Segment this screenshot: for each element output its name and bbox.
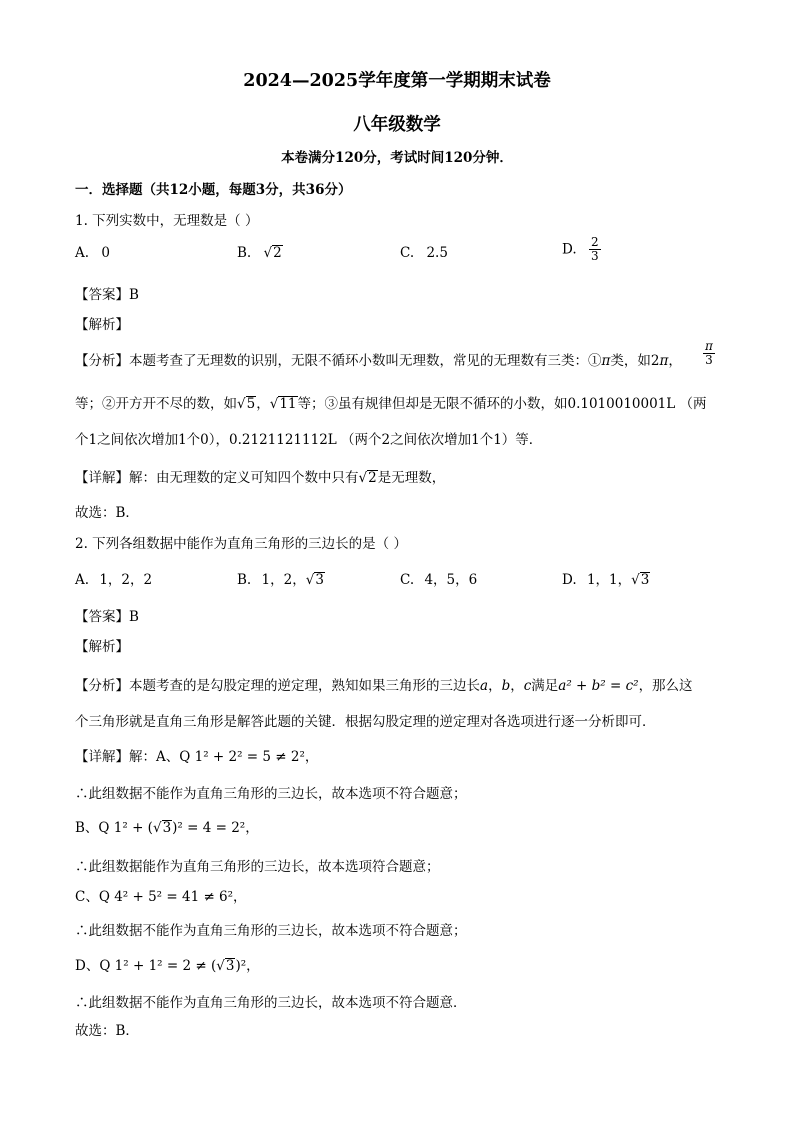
q2-conclusion-b: ∴此组数据能作为直角三角形的三边长，故本选项符合题意； xyxy=(75,859,440,875)
radicand: 3 xyxy=(315,572,324,588)
text: 类，如2 xyxy=(610,353,660,369)
option-value: 4，5，6 xyxy=(424,572,478,588)
text: ， xyxy=(256,396,270,412)
option-value: 1，2，2 xyxy=(99,572,153,588)
q1-analysis-tag: 【解析】 xyxy=(75,317,129,333)
fraction-denominator: 3 xyxy=(705,353,713,368)
radicand: 2 xyxy=(273,245,282,261)
q1-analysis-line1 xyxy=(75,349,682,369)
sqrt-symbol: √3 xyxy=(631,572,650,588)
q2-option-c xyxy=(400,568,477,588)
option-label: A. xyxy=(75,572,90,588)
q1-option-d xyxy=(562,236,601,263)
radicand: 3 xyxy=(225,958,235,974)
radicand: 11 xyxy=(279,396,297,412)
pi-symbol: π xyxy=(601,353,611,369)
q1-option-b xyxy=(237,245,283,261)
q2-detail-d xyxy=(75,954,260,974)
exam-note: 本卷满分120分，考试时间120分钟． xyxy=(281,150,513,166)
text: 【分析】本题考查的是勾股定理的逆定理，熟知如果三角形的三边长 xyxy=(75,678,480,694)
pi-over-3-fraction xyxy=(703,340,715,367)
q1-option-c xyxy=(400,245,448,261)
text: 等；③虽有规律但却是无限不循环的小数，如0.1010010001L （两 xyxy=(297,396,707,412)
fraction-numerator: π xyxy=(705,339,713,353)
q1-analysis-line3: 个1之间依次增加1个0），0.2121121112L （两个2之间依次增加1个1）等． xyxy=(75,432,543,448)
text: B、Q 1² + ( xyxy=(75,820,153,836)
text: )²， xyxy=(235,958,260,974)
text: ， xyxy=(668,353,682,369)
option-label: C. xyxy=(400,572,415,588)
q2-option-a xyxy=(75,568,152,588)
q2-conclusion-a: ∴此组数据不能作为直角三角形的三边长，故本选项不符合题意； xyxy=(75,786,467,802)
q1-choose: 故选：B． xyxy=(75,505,139,521)
q1-analysis-line2 xyxy=(75,392,707,412)
sqrt-symbol: √3 xyxy=(305,572,324,588)
q2-detail-c: C、Q 4² + 5² = 41 ≠ 6²， xyxy=(75,889,247,905)
q1-answer: 【答案】B xyxy=(75,287,139,303)
q2-detail-b xyxy=(75,816,259,836)
radicand: 3 xyxy=(640,572,650,588)
text: ， xyxy=(488,678,502,694)
radicand: 2 xyxy=(368,470,377,486)
text: 【分析】本题考查了无理数的识别，无限不循环小数叫无理数，常见的无理数有三类：① xyxy=(75,353,602,369)
q2-conclusion-c: ∴此组数据不能作为直角三角形的三边长，故本选项不符合题意； xyxy=(75,923,467,939)
text: 【详解】解：由无理数的定义可知四个数中只有 xyxy=(75,470,359,486)
q2-answer: 【答案】B xyxy=(75,609,139,625)
text: 是无理数， xyxy=(377,470,446,486)
exam-subtitle: 八年级数学 xyxy=(353,115,441,135)
sqrt-symbol: √11 xyxy=(269,396,297,412)
q2-analysis-line2: 个三角形就是直角三角形是解答此题的关键．根据勾股定理的逆定理对各选项进行逐一分析即可． xyxy=(75,714,656,730)
sqrt-symbol: √2 xyxy=(263,245,282,261)
radicand: 5 xyxy=(246,396,256,412)
q2-detail-a: 【详解】解：A、Q 1² + 2² = 5 ≠ 2²， xyxy=(75,749,319,765)
text: ，那么这 xyxy=(638,678,693,694)
q2-option-b xyxy=(237,568,325,588)
sqrt-symbol: √3 xyxy=(152,820,172,836)
q2-conclusion-d: ∴此组数据不能作为直角三角形的三边长，故本选项不符合题意． xyxy=(75,995,467,1011)
text: ， xyxy=(510,678,524,694)
q2-choose: 故选：B． xyxy=(75,1023,139,1039)
sqrt-symbol: √3 xyxy=(216,958,235,974)
option-label: B. xyxy=(237,245,252,261)
option-label: B. xyxy=(237,572,252,588)
q2-option-d xyxy=(562,568,650,588)
option-label: A. xyxy=(75,245,90,261)
fraction-numerator: 2 xyxy=(590,235,599,249)
radicand: 3 xyxy=(162,820,172,836)
q1-stem: 1. 下列实数中，无理数是（ ） xyxy=(75,213,259,229)
option-label: C. xyxy=(400,245,415,261)
formula: a² + b² = c² xyxy=(558,678,639,694)
var-a: a xyxy=(480,678,489,694)
option-value: 1，2， xyxy=(261,572,306,588)
option-value: 1，1， xyxy=(586,572,632,588)
fraction-denominator: 3 xyxy=(590,249,599,264)
sqrt-symbol: √2 xyxy=(358,470,377,486)
q1-detail xyxy=(75,466,445,486)
text: 满足 xyxy=(531,678,559,694)
var-c: c xyxy=(523,678,532,694)
fraction xyxy=(703,340,715,367)
text: )² = 4 = 2²， xyxy=(172,820,259,836)
pi-symbol: π xyxy=(659,353,669,369)
option-label: D. xyxy=(562,572,577,588)
q2-analysis-tag: 【解析】 xyxy=(75,639,129,655)
option-label: D. xyxy=(562,241,577,258)
section-heading: 一．选择题（共12小题，每题3分，共36分） xyxy=(75,182,352,198)
fraction xyxy=(589,236,601,263)
exam-title: 2024—2025学年度第一学期期末试卷 xyxy=(243,71,551,91)
q2-analysis-line1 xyxy=(75,674,693,694)
q2-stem: 2. 下列各组数据中能作为直角三角形的三边长的是（ ） xyxy=(75,536,407,552)
var-b: b xyxy=(501,678,511,694)
option-value: 0 xyxy=(101,245,110,261)
option-value: 2.5 xyxy=(426,245,448,261)
text: D、Q 1² + 1² = 2 ≠ ( xyxy=(75,958,217,974)
text: 等；②开方开不尽的数，如 xyxy=(75,396,237,412)
q1-option-a xyxy=(75,245,110,261)
sqrt-symbol: √5 xyxy=(237,396,256,412)
